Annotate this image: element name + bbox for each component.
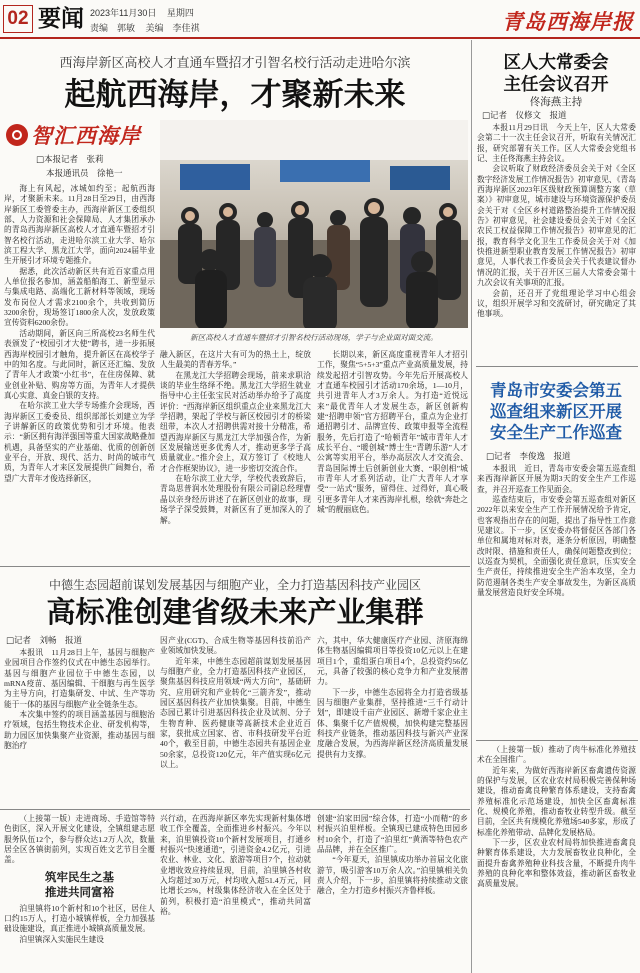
paragraph: 长期以来，新区高度重视青年人才招引工作，聚焦“5+5+3”重点产业高质量发展，持续发起招才引智攻势。今年先后开展高校人才直通车校园引才活动170余场，1—10月，共引进青年人才3万余人。为打造“近悦远来”最优青年人才发展生态，新区创新构建“招聘申领”官方招聘平台，重点为企业打通招聘引才、品牌宣传、政策申报等全流程服务，先后打造了“哈顿青年”城市青年人才成长平台、“暖创城”博士生“青聘乐游”人才公寓等实用平台，举办高层次人才交流会、青岛国际博士后创新创业大赛、“职创相”城市青年人才系列活动，让广大青年人才享受“一站式”服务，留得住、过得好，真心吸引更多青年人才来西海岸扎根，绘就“奔赴之城”的靓丽底色。 xyxy=(317,350,468,515)
page-number: 02 xyxy=(3,5,33,33)
paragraph: 近年来，为做好西海岸新区畜禽遗传资源的保护与发展，区农业农村局积极完善保种场建设，推动畜禽良种繁育体系建设，支持畜禽养殖标准化示范场建设，加快全区畜禽标准化、规模化养殖，推动畜牧业转型升级。截至目前，全区共有规模化养殖场540多家，形成了标准化养殖带动、品牌化发展格局。 xyxy=(477,765,636,837)
paragraph: 巡查结束后，市安委会第五巡查组对新区2022年以来安全生产工作开展情况给予肯定，也客观指出存在的问题，提出了指导性工作意见建议。下一步，区安委办将督促区各部门各单位和属地对标对表，逐条分析原因，明确整改时限、措施和责任人，确保问题整改到位；以巡查为契机，全面强化责任意识，压实安全生产责任，持续推进安全生产治本攻坚，全力防范遏制各类生产安全事故发生，为新区高质量发展营造良好安全环境。 xyxy=(477,495,636,598)
gene-column-1 xyxy=(4,648,155,806)
paragraph: “今年夏天，泊里镇成功举办首届文化旅游节，吸引游客10万余人次。”泊里镇相关负责人介绍，下一步，泊里镇将持续推动文旅融合，全力打造乡村振兴齐鲁样板。 xyxy=(317,855,468,896)
paragraph: 下一步，中德生态园将全力打造省级基因与细胞产业集群，坚持推进“三千行动计划”，即建设千亩产业园区、新增千家企业主体、集聚千亿产值规模，加快构建完整基因科技产业链条，推动基因科技与新兴产业深度融合发展，为西海岸新区经济高质量发展提供有力支撑。 xyxy=(317,687,468,759)
gene-column-2 xyxy=(160,636,311,806)
boli-subhead-line: 筑牢民生之基 xyxy=(45,869,114,884)
boli-column-2 xyxy=(160,814,311,971)
designer-credit: 美编 李佳祺 xyxy=(145,23,200,33)
issue-weekday: 星期四 xyxy=(166,8,194,18)
gene-kicker: 中德生态园超前谋划发展基因与细胞产业，全力打造基因科技产业园区 xyxy=(48,578,421,592)
paragraph: 会前，还召开了党组理论学习中心组会议，组织开展学习和交流研讨，研究确定了其他事项。 xyxy=(477,288,636,319)
safety-headline-line: 巡查组来新区开展 xyxy=(490,402,622,421)
paragraph: 因产业(CGT)、合成生物等基因科技前沿产业领域加快发展。 xyxy=(160,636,311,656)
paragraph: 六，其中，华大健康医疗产业园、济原海绵体生物基因编辑项目等投资10亿元以上在建项目1个，重组蛋白项目4个，总投资约56亿元，具备了较强的核心竞争力和产业发展潜力。 xyxy=(317,636,468,687)
booth-banner xyxy=(180,164,250,190)
paragraph: 活动期间，新区向三所高校23名师生代表颁发了“校园引才大使”聘书，进一步拓展西海岸校园引才触角，提升新区在高校学子中的知名度。与此同时，新区还汇编、发放了青年人才政策“小红书”，在住房保障、就业创业补贴、购房等方面，为青年人才提供真心实意、真金白银的支持。 xyxy=(4,328,155,400)
paragraph: （上接第一版）走进商场、手造馆等特色街区，深入开展文化建设，全镇组建志愿服务队伍12个，参与群众达1.2万人次，数量居全区各镇街前列，实现百姓文艺节目全覆盖。 xyxy=(4,814,155,865)
paragraph: 本报讯 近日，青岛市安委会第五巡查组来西海岸新区开展为期3天的安全生产工作巡查，并召开巡查工作见面会。 xyxy=(477,464,636,494)
logo-text: 智汇西海岸 xyxy=(31,124,141,148)
congress-body xyxy=(477,123,636,361)
talent-byline-reporter: □本报记者 张莉 xyxy=(36,155,104,165)
boli-subhead xyxy=(4,870,155,900)
photo-caption: 新区高校人才直通车暨招才引智名校行活动现场，学子与企业面对面交流。 xyxy=(190,333,438,342)
issue-date-line xyxy=(90,6,202,19)
livestock-body xyxy=(477,745,636,971)
paragraph: 在黑龙江大学招聘会现场，前来求职洽谈的毕业生络绎不绝。黑龙江大学招生就业指导中心主任张宝民对活动举办给予了高度评价：“西海岸新区组织重点企业来黑龙江大学招聘，架起了学校与新区校园引才的桥梁纽带，本次人才招聘供需对接十分精准，希望西海岸新区与黑龙江大学加强合作，为新区发展输送更多优秀人才，推动更多学子高质量就业。”推介会上，双方签订了《校地人才合作框架协议》，进一步密切交流合作。 xyxy=(160,370,311,473)
event-photo-image xyxy=(160,120,468,328)
paragraph: 泊里镇将10个新村和10个社区，居住人口约15万人，打造小城镇样板，全力加强基础设施建设，真正推进小城镇高质量发展。 xyxy=(4,903,155,934)
column-logo xyxy=(6,120,141,150)
editor-credit: 责编 郭敏 xyxy=(90,23,136,33)
section-rule xyxy=(0,566,470,567)
congress-headline xyxy=(476,52,636,96)
issue-date: 2023年11月30日 xyxy=(90,8,157,18)
boli-column-1 xyxy=(4,814,155,971)
safety-body xyxy=(477,464,636,736)
editor-line xyxy=(90,21,208,34)
section-rule xyxy=(476,366,638,367)
gene-column-3 xyxy=(317,636,468,806)
talent-column-2 xyxy=(160,350,311,561)
talent-byline-correspondent: 本报通讯员 徐艳一 xyxy=(46,169,123,179)
booth-banner xyxy=(280,160,370,182)
boli-column-3 xyxy=(317,814,468,971)
congress-headline-line: 区人大常委会 xyxy=(503,53,609,73)
safety-byline: □记者 李俊逸 报道 xyxy=(486,452,571,462)
paragraph: 下一步，区农业农村局将加快推进畜禽良种繁育体系建设，大力发展畜牧业良种化，全面提升畜禽养殖种业科技含量，不断提升肉牛养殖的良种化率和整体效益，推动新区畜牧业高质量发展。 xyxy=(477,838,636,889)
talent-column-3 xyxy=(317,350,468,561)
logo-mark-icon xyxy=(6,124,28,146)
talent-headline: 起航西海岸，才聚新未来 xyxy=(64,77,406,113)
booth-banner xyxy=(390,166,450,190)
paragraph: 融入新区，在这片大有可为的热土上，绽放人生最美的青春芳华。” xyxy=(160,350,311,370)
paragraph: 泊里镇深入实施民生建设 xyxy=(19,934,104,944)
safety-headline-line: 青岛市安委会第五 xyxy=(490,381,622,400)
paragraph: 本报讯 11月28日上午，基因与细胞产业园项目合作签约仪式在中德生态园举行。基因与细胞产业园位于中德生态园，以mRNA疫苗、基因编辑、干细胞与再生医学为主导方向，打造集研发、中试、生产等功能于一体的基因与细胞产业全链条生态。 xyxy=(4,648,155,709)
paragraph: 本次集中签约的项目涵盖基因与细胞治疗领域，包括生物技术企业、研发机构等，助力园区加快集聚产业资源，推动基因与细胞治疗 xyxy=(4,710,155,751)
paragraph: 本报11月29日讯 今天上午，区人大常委会第二十一次主任会议召开，听取有关情况汇报，研究部署有关工作。区人大常委会党组书记、主任佟海燕主持会议。 xyxy=(477,123,636,164)
safety-headline xyxy=(476,380,636,443)
talent-column-1 xyxy=(4,184,155,560)
paragraph: 会议听取了财政经济委员会关于对《全区数字经济发展工作情况报告》初审意见、《青岛西海岸新区2023年区级财政预算调整方案（草案）》初审意见，城市建设与环境资源保护委员会关于对《全区乡村道路整治提升工作情况报告》初审意见，社会建设委员会关于对《全区农民工权益保障工作情况报告》初审意见的汇报，教育科学文化卫生工作委员会关于对《加快推进新型职业教育发展工作情况报告》初审意见，人事代表工作委员会关于代表建议督办情况的汇报，关于召开区三届人大常委会第十九次会议有关事项的汇报。 xyxy=(477,164,636,288)
column-divider xyxy=(471,40,472,973)
paragraph: （上接第一版）推动了肉牛标准化养殖技术在全国推广。 xyxy=(477,745,636,765)
paragraph: 据悉，此次活动新区共有近百家重点用人单位报名参加，涵盖船舶海工、新型显示与集成电路、高端化工新材料等领域，现场发布岗位人才需求2100余个，共收到简历3200余份，现场签订1800余人次，发放政策宣传资料6200余份。 xyxy=(4,266,155,328)
ceiling xyxy=(160,120,468,160)
section-rule xyxy=(476,740,638,741)
paragraph: 在哈尔滨工业大学，学校代表致辞后，青岛思普润水处理股份有限公司副总经理曹晶以亲身经历讲述了在新区创业的故事，现场学子深受鼓舞，对新区有了更加深入的了解。 xyxy=(160,474,311,525)
paragraph: 海上有风起，冰城如约至；起航西海岸，才聚新未来。11月28日至29日，由西海岸新区工委管委主办，西海岸新区工委组织部、人力资源和社会保障局、人才集团承办的青岛西海岸新区高校人才直通车暨招才引智名校行活动，走进哈尔滨工业大学、哈尔滨工程大学、黑龙江大学，面向2024届毕业生开展引才环境专题推介。 xyxy=(4,184,155,266)
paragraph: 近年来，中德生态园超前谋划发展基因与细胞产业，全力打造基因科技产业园区，聚焦基因科技应用领域“两大方向”，基础研究、应用研究和产业转化“三箭齐发”，推动园区基因科技产业加快集聚。目前，中德生态园已累计引进基因科技企业及试剂、分子生物育种、医药健康等高新技术企业近百家，获批成立国家、省、市科技研发平台近40个，截至目前，中德生态园共有基因企业50余家，总投资120亿元，年产值实现6亿元以上。 xyxy=(160,656,311,770)
masthead-logo: 青岛西海岸报 xyxy=(502,9,634,34)
event-photo xyxy=(160,120,468,328)
section-title: 要闻 xyxy=(38,6,84,32)
gene-byline: □记者 刘畅 报道 xyxy=(6,636,83,646)
congress-subtitle: 佟海燕主持 xyxy=(529,96,583,108)
talent-kicker: 西海岸新区高校人才直通车暨招才引智名校行活动走进哈尔滨 xyxy=(59,56,411,71)
gene-headline: 高标准创建省级未来产业集群 xyxy=(46,595,424,629)
paragraph: 创建“泊家田园”综合体，打造“小而精”的乡村振兴泊里样板。全镇现已建成特色田园乡村10余个，打造了“泊里红”黄酒等特色农产品品牌，并在全区推广。 xyxy=(317,814,468,855)
header-rule xyxy=(0,37,640,39)
congress-byline: □记者 仪修文 报道 xyxy=(482,111,567,121)
congress-headline-line: 主任会议召开 xyxy=(503,75,609,95)
boli-subhead-line: 推进共同富裕 xyxy=(45,884,114,899)
safety-headline-line: 安全生产工作巡查 xyxy=(490,423,622,442)
paragraph: 在哈尔滨工业大学专场推介会现场，西海岸新区工委委员、组织部部长刘建立为学子讲解新区的政策优势和引才环境。他表示：“新区拥有海洋强国等重大国家战略叠加机遇，具备坚实的产业基础、优质的创新创业平台，开放、现代、活力、时尚的城市气质，为青年人才来区发展提供广阔舞台，希望广大青年才俊选择新区， xyxy=(4,401,155,483)
section-rule xyxy=(0,809,470,810)
paragraph: 兴行动，在西海岸新区率先实现新村集体增收工作全覆盖，全面推进乡村振兴。今年以来，泊里镇投资10个新村发展项目，打通乡村振兴“快速通道”，引进资金4.2亿元，引进农业、林业、文化、旅游等项目7个，拉动就业增收效应持续显现，目前，泊里镇各村收入均超过30万元，村均收入超51.4万元，同比增长25%，村级集体经济收入在全区处于前列，积极打造“泊里模式”，推动共同富裕。 xyxy=(160,814,311,917)
